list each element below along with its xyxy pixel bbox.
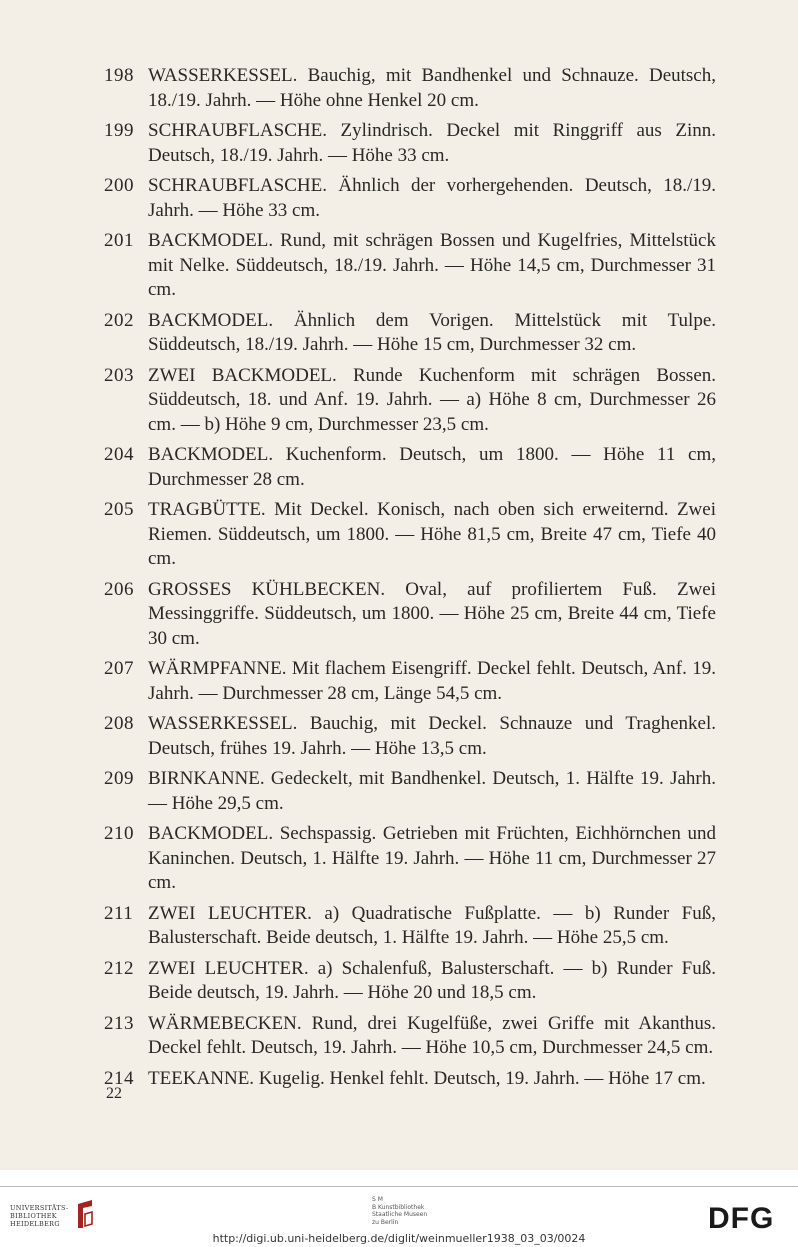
entry-text: WASSERKESSEL. Bauchig, mit Bandhenkel und Schnauze. Deutsch, 18./19. Jahrh. — Höhe ohne Henkel 20 cm. [148, 65, 716, 111]
entry-text: WÄRMEBECKEN. Rund, drei Kugelfüße, zwei Griffe mit Akanthus. Deckel fehlt. Deutsch, 19. Jahrh. — Höhe 10,5 cm, Durchmesser 24,5 cm. [148, 1012, 716, 1058]
catalogue-entry [104, 64, 716, 113]
source-url[interactable]: http://digi.ub.uni-heidelberg.de/diglit/weinmueller1938_03_03/0024 [212, 1232, 586, 1245]
entry-text: BACKMODEL. Sechspassig. Getrieben mit Früchten, Eichhörnchen und Kaninchen. Deutsch, 1. Hälfte 19. Jahrh. — Höhe 11 cm, Durchmesser 27 cm. [148, 823, 716, 893]
entry-text: BACKMODEL. Ähnlich dem Vorigen. Mittelstück mit Tulpe. Süddeutsch, 18./19. Jahrh. — Höhe 15 cm, Durchmesser 32 cm. [148, 309, 716, 355]
svg-text:DFG: DFG [708, 1202, 775, 1234]
footer-divider [0, 1186, 798, 1187]
catalogue-entry [104, 309, 716, 358]
entry-text: BACKMODEL. Kuchenform. Deutsch, um 1800. — Höhe 11 cm, Durchmesser 28 cm. [148, 444, 716, 490]
entry-number: 200 [104, 175, 134, 196]
entry-text: WASSERKESSEL. Bauchig, mit Deckel. Schnauze und Traghenkel. Deutsch, frühes 19. Jahrh. — Höhe 13,5 cm. [148, 713, 716, 759]
catalogue-entry [104, 229, 716, 303]
entry-number: 210 [104, 823, 134, 844]
dfg-logo [706, 1200, 788, 1234]
entry-number: 211 [104, 902, 134, 924]
entry-text: BACKMODEL. Rund, mit schrägen Bossen und Kugelfries, Mittelstück mit Nelke. Süddeutsch, 18./19. Jahrh. — Höhe 14,5 cm, Durchmesser 31 cm. [148, 230, 716, 300]
catalogue-entry [104, 443, 716, 492]
catalogue-entry [104, 1012, 716, 1061]
catalogue-entry [104, 364, 716, 438]
entry-number: 205 [104, 499, 134, 520]
entry-text: ZWEI LEUCHTER. a) Quadratische Fußplatte. — b) Runder Fuß, Balusterschaft. Beide deutsch, 1. Hälfte 19. Jahrh. — Höhe 25,5 cm. [148, 902, 716, 948]
entry-number: 198 [104, 65, 134, 86]
entry-number: 209 [104, 768, 134, 789]
entry-number: 213 [104, 1012, 134, 1034]
page-number: 22 [106, 1085, 122, 1102]
catalogue-entry [104, 119, 716, 168]
catalogue-entry [104, 957, 716, 1006]
entry-text: SCHRAUBFLASCHE. Ähnlich der vorhergehenden. Deutsch, 18./19. Jahrh. — Höhe 33 cm. [148, 175, 716, 221]
entry-number: 212 [104, 957, 134, 979]
entry-number: 202 [104, 309, 134, 331]
entry-text: WÄRMPFANNE. Mit flachem Eisengriff. Deckel fehlt. Deutsch, Anf. 19. Jahrh. — Durchmesser 28 cm, Länge 54,5 cm. [148, 658, 716, 704]
entry-number: 214 [104, 1067, 134, 1089]
catalogue-entry [104, 1067, 716, 1092]
entry-text: TEEKANNE. Kugelig. Henkel fehlt. Deutsch, 19. Jahrh. — Höhe 17 cm. [148, 1067, 706, 1089]
library-logo-icon [74, 1198, 96, 1230]
catalogue-entry [104, 578, 716, 652]
catalogue-entry [104, 822, 716, 896]
entry-number: 206 [104, 578, 134, 600]
entry-number: 203 [104, 364, 134, 386]
entry-text: GROSSES KÜHLBECKEN. Oval, auf profiliertem Fuß. Zwei Messinggriffe. Süddeutsch, um 1800. — Höhe 25 cm, Breite 44 cm, Tiefe 30 cm. [148, 578, 716, 649]
entry-number: 199 [104, 120, 134, 141]
catalogue-entry [104, 712, 716, 761]
entry-number: 204 [104, 444, 134, 465]
entry-number: 207 [104, 658, 134, 679]
entry-text: ZWEI BACKMODEL. Runde Kuchenform mit schrägen Bossen. Süddeutsch, 18. und Anf. 19. Jahrh. — a) Höhe 8 cm, Durchmesser 26 cm. — b) Höhe 9 cm, Durchmesser 23,5 cm. [148, 364, 716, 435]
catalogue-entry [104, 657, 716, 706]
museum-stamp: S M B Kunstbibliothek Staatliche Museen zu Berlin [372, 1196, 428, 1226]
catalogue-entry [104, 498, 716, 572]
entry-number: 201 [104, 230, 134, 251]
library-name: UNIVERSITÄTS- BIBLIOTHEK HEIDELBERG [10, 1204, 69, 1228]
entry-text: SCHRAUBFLASCHE. Zylindrisch. Deckel mit Ringgriff aus Zinn. Deutsch, 18./19. Jahrh. — Höhe 33 cm. [148, 120, 716, 166]
catalogue-entry [104, 767, 716, 816]
entry-text: TRAGBÜTTE. Mit Deckel. Konisch, nach oben sich erweiternd. Zwei Riemen. Süddeutsch, um 1800. — Höhe 81,5 cm, Breite 47 cm, Tiefe 40 cm. [148, 499, 716, 569]
catalogue-entries [104, 64, 716, 1097]
catalogue-entry [104, 902, 716, 951]
entry-number: 208 [104, 713, 134, 734]
entry-text: ZWEI LEUCHTER. a) Schalenfuß, Balusterschaft. — b) Runder Fuß. Beide deutsch, 19. Jahrh. — Höhe 20 und 18,5 cm. [148, 957, 716, 1003]
entry-text: BIRNKANNE. Gedeckelt, mit Bandhenkel. Deutsch, 1. Hälfte 19. Jahrh. — Höhe 29,5 cm. [148, 768, 716, 814]
catalogue-entry [104, 174, 716, 223]
